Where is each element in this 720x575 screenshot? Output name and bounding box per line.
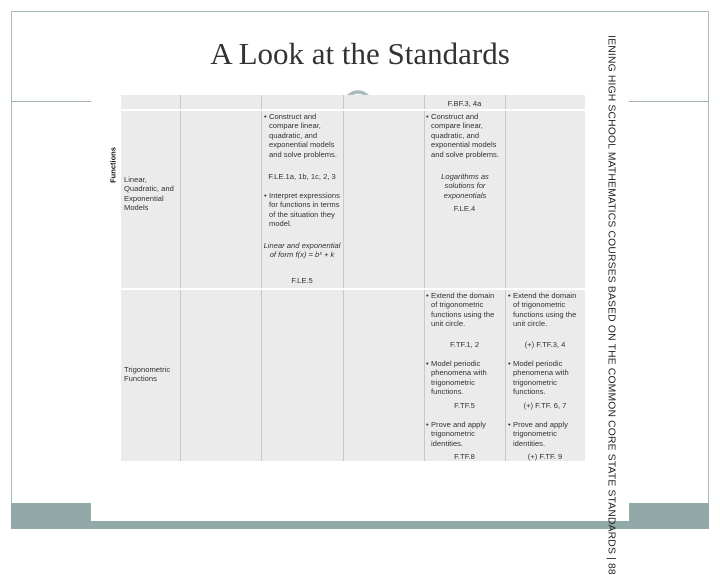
standard-note: Logarithms as solutions for exponentials — [441, 172, 489, 200]
row-name-linear-models: Linear, Quadratic, and Exponential Models — [124, 175, 174, 213]
divider-left — [11, 101, 91, 102]
footer-page-strip — [91, 503, 629, 521]
row-name-trigonometric-functions: Trigonometric Functions — [124, 365, 171, 384]
standard-bullet: • Construct and compare linear, quadratic, and exponential models and solve problems. — [264, 112, 337, 159]
standard-bullet: • Prove and apply trigonometric identities. — [508, 420, 568, 448]
standard-note: Linear and exponential of form f(x) = bˣ + k — [263, 241, 341, 260]
category-label: Functions — [108, 147, 117, 183]
standard-bullet: • Extend the domain of trigonometric functions using the unit circle. — [508, 291, 577, 329]
standard-bullet: • Interpret expressions for functions in terms of the situation they model. — [264, 191, 340, 229]
top-standard-code: F.BF.3, 4a — [447, 99, 482, 108]
divider-right — [629, 101, 709, 102]
standard-code: F.TF.5 — [454, 401, 475, 410]
column-divider — [180, 95, 181, 461]
column-divider — [343, 95, 344, 461]
standard-code: F.LE.1a, 1b, 1c, 2, 3 — [268, 172, 336, 181]
standard-bullet: • Model periodic phenomena with trigonometric functions. — [426, 359, 487, 397]
row-divider — [121, 288, 585, 290]
page-running-header: IENING HIGH SCHOOL MATHEMATICS COURSES BASED ON THE COMMON CORE STATE STANDARDS | 88 — [605, 35, 617, 575]
standard-bullet: • Construct and compare linear, quadratic, and exponential models and solve problems. — [426, 112, 499, 159]
slide-title: A Look at the Standards — [210, 36, 510, 71]
row-divider — [121, 109, 585, 111]
standard-code: (+) F.TF.3, 4 — [524, 340, 566, 349]
scanned-standards-page — [104, 95, 585, 461]
standard-code: (+) F.TF. 9 — [527, 452, 563, 461]
standard-bullet: • Extend the domain of trigonometric functions using the unit circle. — [426, 291, 495, 329]
standard-bullet: • Prove and apply trigonometric identities. — [426, 420, 486, 448]
standard-bullet: • Model periodic phenomena with trigonometric functions. — [508, 359, 569, 397]
standard-code: F.TF.1, 2 — [449, 340, 480, 349]
standard-code: F.LE.5 — [291, 276, 313, 285]
standard-code: F.TF.8 — [454, 452, 475, 461]
standard-code: F.LE.4 — [453, 204, 476, 213]
standard-code: (+) F.TF. 6, 7 — [523, 401, 567, 410]
